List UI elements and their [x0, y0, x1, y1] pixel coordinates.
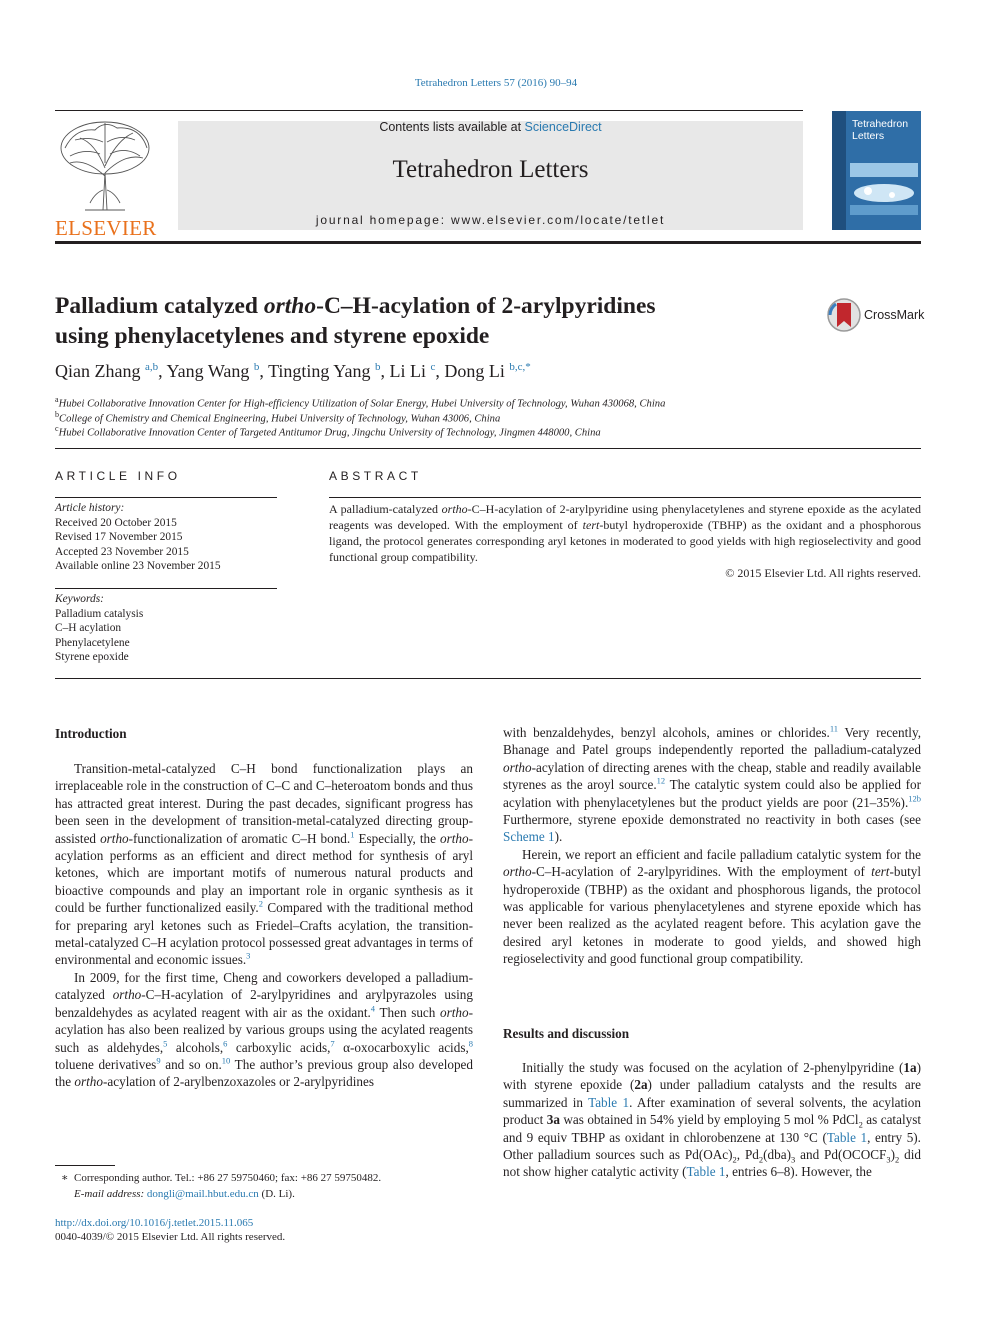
author-item[interactable] [55, 361, 158, 381]
doi-link[interactable]: http://dx.doi.org/10.1016/j.tetlet.2015.11.065 [55, 1217, 254, 1229]
crossmark-label: CrossMark [864, 308, 925, 322]
article-title [55, 291, 815, 351]
author-affil-mark: b [374, 361, 381, 373]
cover-graphic-icon [848, 161, 920, 221]
keyword: Styrene epoxide [55, 651, 129, 663]
journal-homepage[interactable]: journal homepage: www.elsevier.com/locate/tetlet [315, 213, 666, 227]
journal-citation[interactable]: Tetrahedron Letters 57 (2016) 90–94 [414, 77, 578, 89]
author-item[interactable] [268, 361, 380, 381]
history-label: Article history: [55, 502, 125, 514]
author-affil-mark: c [430, 361, 436, 373]
keywords-rule [55, 588, 277, 589]
footnote [55, 1170, 485, 1202]
history-online: Available online 23 November 2015 [55, 560, 221, 572]
email-note [55, 1186, 485, 1202]
results-heading: Results and discussion [503, 1026, 630, 1041]
history-accepted: Accepted 23 November 2015 [55, 545, 189, 558]
article-history [55, 501, 277, 574]
keyword: C–H acylation [55, 622, 122, 634]
author-list: Qian Zhang $^{a,b}$, Yang Wang $^b$, Tingting Yang $^b$, Li Li $^c$, Dong Li $^{b,c,*}$ [55, 361, 531, 381]
issn-line: 0040-4039/© 2015 Elsevier Ltd. All rights reserved. [55, 1231, 286, 1243]
paragraph: with benzaldehydes, benzyl alcohols, amines or chlorides.$^{11}$ Very recently, Bhanage and Patel groups independently reported the palladium-catalyzed ortho-acylation of directing arenes with the cheap, stable and readily available styrenes as the aroyl source.$^{12}$ The catalytic system could also be applied for acylation with phenylacetylenes but the product yields are poor (21–35%).$^{12b}$ Furthermore, styrene epoxide demonstrated no reactivity in both cases (see Scheme 1). [503, 723, 921, 845]
journal-name: Tetrahedron Letters [392, 156, 589, 183]
keyword: Phenylacetylene [55, 636, 130, 649]
affil-mark: a [55, 395, 59, 404]
affil-text: Hubei Collaborative Innovation Center of Targeted Antitumor Drug, Jingchu University of Technology, Jingmen 448000, China [58, 427, 601, 439]
title-line2: using phenylacetylenes and styrene epoxide [55, 323, 490, 349]
author-item[interactable] [389, 361, 435, 381]
affil-text: College of Chemistry and Chemical Engineering, Hubei University of Technology, Wuhan 43006, China [59, 413, 501, 425]
header-bottom-rule [55, 241, 921, 244]
header-top-rule [55, 110, 803, 111]
table-link[interactable]: Table 1 [588, 1094, 630, 1110]
elsevier-logo [55, 118, 157, 240]
affiliation-b [55, 410, 935, 425]
affiliation-a [55, 395, 935, 410]
introduction-body [55, 760, 473, 1091]
affiliations-rule [55, 448, 921, 449]
corresponding-note: ∗ Corresponding author. Tel.: +86 27 59750460; fax: +86 27 59750482. [61, 1172, 382, 1184]
contents-line [178, 120, 803, 134]
affil-mark: c [55, 424, 59, 433]
author-name: Dong Li [444, 361, 505, 381]
introduction-heading: Introduction [55, 726, 127, 741]
paragraph: In 2009, for the first time, Cheng and coworkers developed a palladium-catalyzed ortho-C–H-acylation of 2-arylpyridines and arylpyrazoles using benzaldehydes as acylated reagent with air as the oxidant.$^4$ Then such ortho-acylation has also been realized by various groups using the acylated reagents such as aldehydes,$^5$ alcohols,$^6$ carboxylic acids,$^7$ α-oxocarboxylic acids,$^8$ toluene derivatives$^9$ and so on.$^{10}$ The author’s previous group also developed the ortho-acylation of 2-arylbenzoxazoles or 2-arylpyridines [55, 969, 473, 1090]
author-name: Li Li [389, 361, 426, 381]
history-received: Received 20 October 2015 [55, 516, 177, 529]
journal-cover [832, 111, 921, 230]
author-item[interactable] [444, 361, 530, 381]
keywords-label: Keywords: [55, 593, 104, 605]
footnote-rule [55, 1165, 115, 1166]
author-affil-mark: b,c,* [509, 361, 531, 373]
affil-text: Hubei Collaborative Innovation Center for High-efficiency Utilization of Solar Energy, Hubei University of Technology, Wuhan 430068, China [58, 398, 666, 410]
scheme-link[interactable]: Scheme 1 [503, 829, 555, 845]
email-link[interactable]: dongli@mail.hbut.edu.cn [146, 1188, 259, 1200]
affiliation-c [55, 424, 935, 439]
keywords-list [55, 592, 277, 665]
email-label: E-mail address: [74, 1188, 147, 1200]
title-part2: -C–H-acylation of 2-arylpyridines [316, 293, 656, 319]
abstract-rule [329, 497, 921, 498]
article-info-heading: ARTICLE INFO [55, 469, 181, 483]
author-affil-mark: b [253, 361, 260, 373]
paragraph: Initially the study was focused on the acylation of 2-phenylpyridine (1a) with styrene epoxide (2a) under palladium catalysts and the results are summarized in Table 1. After examination of several solvents, the acylation product 3a was obtained in 54% yield by employing 5 mol % PdCl$_2$ as catalyst and 9 equiv TBHP as oxidant in chlorobenzene at 130 °C (Table 1, entry 5). Other palladium sources such as $Pd(OAc)_2$, $Pd_2(dba)_3$ and $Pd(OCOCF_3)_2$ did not show higher catalytic activity (Table 1, entries 6–8). However, the [503, 1060, 921, 1180]
author-affil-mark: a,b [144, 361, 159, 373]
title-part1: Palladium catalyzed [55, 293, 264, 319]
author-item[interactable] [166, 361, 259, 381]
results-body [503, 1059, 921, 1181]
abstract-copyright: © 2015 Elsevier Ltd. All rights reserved. [725, 566, 921, 580]
author-name: Qian Zhang [55, 361, 141, 381]
elsevier-wordmark: ELSEVIER [55, 216, 157, 240]
corresponding-text: Corresponding author. Tel.: +86 27 59750460; fax: +86 27 59750482. [73, 1172, 382, 1184]
affil-mark: b [55, 410, 59, 419]
author-name: Yang Wang [166, 361, 250, 381]
abstract-heading: ABSTRACT [329, 469, 422, 483]
history-revised: Revised 17 November 2015 [55, 531, 183, 543]
crossmark-icon [826, 297, 862, 333]
table-link[interactable]: Table 1 [826, 1129, 868, 1145]
introduction-body-continued [503, 724, 921, 968]
article-info-rule [55, 497, 277, 498]
elsevier-tree-icon [55, 118, 155, 213]
table-link[interactable]: Table 1 [686, 1164, 726, 1180]
email-suffix: (D. Li). [258, 1188, 295, 1200]
abstract-bottom-rule [55, 678, 921, 679]
paragraph: Herein, we report an efficient and facile palladium catalytic system for the ortho-C–H-acylation of 2-arylpyridines. With the employment of tert-butyl hydroperoxide (TBHP) as the oxidant and phosphorous ligands, the protocol was applicable for various phenylacetylenes and styrene epoxide which has never been realized as the acylated reagent before. This acylation gave the desired aryl ketones in moderate to good yields, and showed high regioselectivity and good functional group compatibility. [503, 846, 921, 967]
author-name: Tingting Yang [268, 361, 371, 381]
title-italic: ortho [263, 293, 317, 319]
crossmark-badge[interactable] [826, 297, 926, 333]
contents-prefix: Contents lists available at [379, 120, 525, 134]
paragraph: Transition-metal-catalyzed C–H bond functionalization plays an irreplaceable role in the construction of C–C and C–heteroatom bonds and thus has attracted great interest. During the past decades, significant progress has been seen in the development of transition-metal-catalyzed directing group-assisted ortho-functionalization of aromatic C–H bond.$^1$ Especially, the ortho-acylation performs as an efficient and direct method for synthesis of aryl ketones, which are important motifs of numerous natural products and bioactive compounds and play an important role in organic synthesis as it could be further functionalized easily.$^2$ Compared with the traditional method for preparing aryl ketones such as Friedel–Crafts acylation, the transition-metal-catalyzed C–H acylation protocol possessed great advantages in terms of environmental and economic issues.$^3$ [55, 761, 473, 968]
abstract-text: A palladium-catalyzed ortho-C–H-acylation of 2-arylpyridine using phenylacetylenes and styrene epoxide as the acylated reagents was developed. With the employment of tert-butyl hydroperoxide (TBHP) as the oxidant and a phosphorous ligand, the protocol generates corresponding aryl ketones in moderated to good yields with high regioselectivity and good functional group compatibility. © 2015 Elsevier Ltd. All rights reserved. [329, 502, 921, 580]
keyword: Palladium catalysis [55, 607, 144, 620]
sciencedirect-link[interactable]: ScienceDirect [524, 120, 602, 134]
cover-title: Tetrahedron Letters [852, 118, 909, 142]
